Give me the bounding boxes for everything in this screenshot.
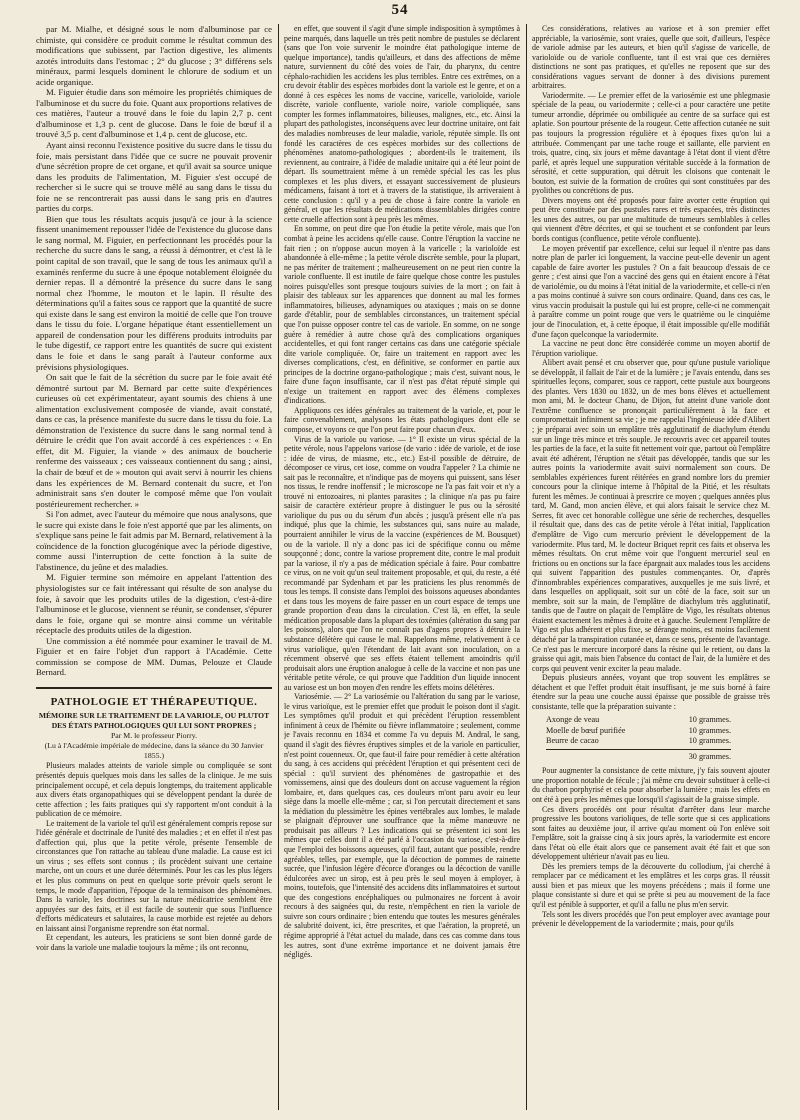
paragraph: M. Figuier étudie dans son mémoire les propriétés chimiques de l'albuminose et du sucre du foie. Quant aux proportions relatives de ces matières, l'auteur a trouvé dans le foie du lapin 2,7 p. cent d'albuminose et 1,3 p. cent de glucose. Dans le foie de bœuf il a trouvé 3,5 p. cent d'albuminose et 1,4 p. cent de glucose, etc.	[36, 87, 272, 140]
paragraph: Le moyen préventif par excellence, celui sur lequel il n'entre pas dans notre plan de parler ici longuement, la vaccine peut-elle devenir un agent capable de faire avorter les pustules ? On a fait beaucoup d'essais de ce genre ; c'est ainsi que l'on a vacciné des gens qui en étaient encore à l'état de variolémie, ou du moins à l'état initial de la variodermite, et celle-ci n'en a pas moins continué à suivre son cours ordinaire. Quand, dans ces cas, le virus vaccin produisait la pustule qui lui est propre, celle-ci ne commençait à paraître comme un point rouge que vers le quatrième ou le cinquième jour de l'inoculation, et, à cette époque, il était impossible qu'elle modifiât d'une façon quelconque la variodermite.	[532, 243, 770, 339]
paragraph: Si l'on admet, avec l'auteur du mémoire que nous analysons, que le sucre qui existe dans le foie n'est apporté que par les aliments, on s'explique sans peine le fait admis par M. Bernard, relativement à la coïncidence de la fonction glucogénique avec la période digestive, comme aussi l'interruption de cette fonction à la suite de l'abstinence, du jeûne et des maladies.	[36, 509, 272, 572]
paragraph: Et cependant, les auteurs, les praticiens se sont bien donné garde de voir dans la variole une maladie toujours la même ; ils ont reconnu,	[36, 933, 272, 952]
recipe-ingredient: Beurre de cacao	[546, 736, 599, 746]
recipe-amount: 10 grammes.	[688, 725, 731, 735]
left-column	[36, 24, 272, 1112]
recipe-ingredient: Axonge de veau	[546, 715, 600, 725]
paragraph: Divers moyens ont été proposés pour faire avorter cette éruption qui peut être constituée par des pustules rares et très espacées, très distinctes les unes des autres, ou par une multitude de tumeurs semblables à celles qui viennent d'être décrites, et qui se touchent et se confondent par leurs bords contigus (confluence, petite vérole confluente).	[532, 195, 770, 244]
paragraph: en effet, que souvent il s'agit d'une simple indisposition à symptômes à peine marqués, dans laquelle un très petit nombre de pustules se déclarent (sans que l'on voie survenir le moindre état pathologique interne de quelque importance), tandis qu'ailleurs, et dans des affections de même nature, surviennent du côté des voies de l'air, du pharynx, du centre céphalo-rachidien les accidens les plus terribles. Entre ces extrêmes, on a cru devoir établir des espèces morbides dont la variole est le genre, et on a donné à ces espèces les noms de vaccine, varicelle, varioloïde, variole discrète, variole confluente, variole noire, variole compliquée, sans compter les formes inflammatoires, bilieuses, malignes, etc., etc. Ainsi la plupart des pathologistes, inconséquens avec leur doctrine unitaire, ont fait des maladies nombreuses de leur maladie, variole, réputée simple. Ils ont fondé les caractères de ces espèces morbides sur des collections de phénomènes anatomo-pathologiques ; abordent-ils le traitement, ils reviennent, au contraire, à l'idée de maladie unitaire qui a été leur point de départ. Ils soumettraient même à un remède spécial les cas les plus complexes et les plus divers, et essayant successivement de plusieurs médicamens, faisant à tort et à travers de la statistique, ils arriveraient à cette conclusion : qu'il y a peu de chose à faire contre la variole en général, et que les résultats de médications dissemblables dirigées contre cette cruelle affection sont à peu près les mêmes.	[284, 24, 520, 224]
recipe-amount: 10 grammes.	[688, 715, 731, 725]
article-title: MÉMOIRE SUR LE TRAITEMENT DE LA VARIOLE, OU PLUTOT DES ÉTATS PATHOLOGIQUES QUI LUI SONT PROPRES ;	[38, 711, 270, 731]
paragraph: Depuis plusieurs années, voyant que trop souvent les emplâtres se détachent et que l'effet produit était insuffisant, je me suis borné à faire étendre sur la peau une couche aussi épaisse que possible de graisse très consistante, telle que la préparation suivante :	[532, 673, 770, 711]
middle-column	[284, 24, 520, 1112]
paragraph: Ayant ainsi reconnu l'existence positive du sucre dans le tissu du foie, mais persistant dans l'idée que ce sucre ne pouvait provenir d'une sécrétion propre de cet organe, et qu'il avait sa source unique dans les produits de l'alimentation, M. Figuier s'est occupé de rechercher si le sucre qui se trouve mêlé au sang dans le tissu du foie ne se rencontrerait pas aussi dans le sang pris en d'autres parties du corps.	[36, 140, 272, 214]
paragraph: M. Figuier termine son mémoire en appelant l'attention des physiologistes sur ce fait intéressant qui résulte de son analyse du foie, à savoir que les produits utiles de la digestion, c'est-à-dire l'albuminose et le glucose, viennent se réunir, se condenser, s'épurer dans le foie, organe qui se montre ainsi comme un véritable réceptacle des produits utiles de la digestion.	[36, 572, 272, 636]
paragraph: par M. Mialhe, et désigné sous le nom d'albuminose par ce chimiste, qui considère ce produit comme le résultat commun des modifications que subissent, par l'action digestive, les aliments azotés introduits dans l'estomac ; 2° du glucose ; 3° différens sels minéraux, parmi lesquels dominent le chlorure de sodium et un acide organique.	[36, 24, 272, 87]
paragraph: Dès les premiers temps de la découverte du collodium, j'ai cherché à remplacer par ce médicament et les emplâtres et les corps gras. Il réussit aussi bien et pas mieux que les moyens précédens ; mais il forme une plaque consistante si dure et qui se prête si peu au mouvement de la face qu'il est pénible à supporter, et qu'il a fallu ne plus m'en servir.	[532, 861, 770, 910]
recipe-amount: 10 grammes.	[688, 736, 731, 746]
paragraph: Pour augmenter la consistance de cette mixture, j'y fais souvent ajouter une proportion notable de fécule ; j'ai même cru devoir substituer à celle-ci du charbon porphyrisé et cela pour absorber la lumière ; mais les effets en ont été à peu près les mêmes que lorsqu'il s'agissait de la graisse simple.	[532, 766, 770, 805]
paragraph: Ces considérations, relatives au variose et à son premier effet appréciable, la variosémie, sont vraies, quelle que soit, d'ailleurs, l'espèce de variole admise par les auteurs, et bien qu'il s'agisse de varicelle, de varioloïde ou de variole confluente, tant il est vrai que ces dernières distinctions ne sont pas pratiques, et qu'elles ne reposent que sur des considérations vagues servant de donner à des divisions purement arbitraires.	[532, 24, 770, 91]
paragraph: Alibert avait pensé et cru observer que, pour qu'une pustule variolique se développât, il fallait de l'air et de la lumière ; je l'avais entendu, dans ses spirituelles leçons, comparer, sous ce rapport, cette pustule aux bourgeons des plantes. Vers 1830 ou 1832, un de mes bons élèves et actuellement mon ami, M. le docteur Chanu, de Dijon, fut atteint d'une variole dont l'extrême confluence se prononçait particulièrement à la face et compromettait infiniment sa vie ; je me rappelai l'ingénieuse idée d'Alibert ; je préparai avec soin un emplâtre très agglutinatif de diachylum étendu sur un linge très mince et très souple. Je recouvris avec cet appareil toutes les parties de la face, et la suite fit nettement voir que, partout où l'emplâtre avait été adhérent, l'éruption ne s'était pas développée, tandis que sur les autres points la variodermite avait suivi normalement son cours. De semblables expériences furent réitérées en grand nombre lors du premier concours pour la clinique interne à l'hôpital de la Pitié, et les résultats furent les mêmes. Je continuai à prescrire ce moyen ; quelques années plus tard, M. Gand, mon ancien élève, et qui alors faisait le service chez M. Serres, fit avec cet honorable collègue une série de recherches, desquelles il résultait que, dans des cas de petite vérole à l'état initial, l'application d'emplâtre de Vigo cum mercurio prévient le développement de la variodermite. Plus tard, M. le docteur Briquet reprit ces faits et observa les mêmes résultats. On crut même voir que l'onguent mercuriel seul en frictions ou en onctions sur la face épargnait aux malades tous les accidens qui suivent l'apparition des pustules commençantes. Or, d'après d'innombrables expériences comparatives, auxquelles je me suis livré, et dans lesquelles on appliquait, soit sur un côté de la face, soit sur un membre, soit sur la main, de l'emplâtre de diachylum très agglutinatif, tandis que de l'autre on plaçait de l'emplâtre de Vigo, les résultats obtenus étaient exactement les mêmes à droite et à gauche. Seulement l'emplâtre de Vigo est plus adhérent et plus fixe, se dérange moins, est moins facilement détaché par la transpiration cutanée et, dans ce sens, présente de l'avantage. Ce n'est pas le mercure incorporé dans la résine qui le retient, ou dans la graisse qui agit, mais bien l'absence du contact de l'air, de la lumière et des corps qui peuvent venir exciter la peau malade.	[532, 358, 770, 673]
recipe-ingredient: Moelle de bœuf purifiée	[546, 725, 626, 735]
paragraph: Plusieurs malades atteints de variole simple ou compliquée se sont présentés depuis quelques mois dans les salles de la clinique. Je me suis principalement occupé, et cela depuis longtemps, du traitement applicable aux divers états organopathiques qui se développent pendant la durée de cette affection ; les faits pratiques qui s'y rapportent m'ont conduit à la publication de ce mémoire.	[36, 761, 272, 819]
column-rule	[526, 24, 527, 1110]
column-rule	[278, 24, 279, 1110]
right-column	[532, 24, 770, 1112]
recipe-row	[546, 715, 731, 726]
paragraph: Tels sont les divers procédés que l'on peut employer avec avantage pour prévenir le développement de la variodermite ; mais, pour qu'ils	[532, 909, 770, 929]
page-number: 54	[391, 2, 409, 18]
recipe-row	[546, 736, 731, 747]
paragraph: En somme, on peut dire que l'on étudie la petite vérole, mais que l'on combat à peine les accidens qu'elle cause. Contre l'éruption la vaccine ne fait rien ; on n'oppose aucun moyen à la varicelle ; la varioloïde est abandonnée à elle-même ; la petite vérole discrète semble, pour la plupart, ne pas mériter de traitement ; malheureusement on ne peut rien contre la variole confluente. Il est inutile de faire quelque chose contre les pustules noires puisqu'elles sont presque toujours suivies de la mort ; on fait à plaisir des tableaux sur les apparences que donnent au mal les formes inflammatoires, bilieuses, adynamiques ou ataxiques ; mais on se donne garde d'établir, pour de semblables circonstances, un traitement spécial que l'on puisse opposer contre tel cas de variole. En somme, on ne songe guère à remédier à autre chose qu'à des complications organiques accidentelles, et qui font ranger certains cas dans une catégorie spéciale dite variole compliquée. Or, faire un traitement en rapport avec les diverses complications, c'est, en définitive, se conformer en partie aux principes de la doctrine organo-pathologique ; mais c'est, suivant nous, le faire d'une façon insuffisante, car il n'est pas d'état réputé simple qui n'exige un traitement en rapport avec des élémens complexes d'indications.	[284, 224, 520, 406]
paragraph: La vaccine ne peut donc être considérée comme un moyen abortif de l'éruption variolique.	[532, 339, 770, 358]
paragraph: Virus de la variole ou variose. — 1° Il existe un virus spécial de la petite vérole, nous l'appelons variose (de vario : idée de variole, et de iose : idée de virus, de miasme, etc., etc.) Est-il possible de détruire, de décomposer ce virus, cet iose, comme on voudra l'appeler ? La chimie ne sait pas le reconnaître, et n'indique pas de moyens qui puissent, sans léser nos tissus, le rendre inoffensif ; le microscope ne l'a pas fait voir et n'y a trouvé ni entozoaires, ni plantes parasites ; la clinique n'a pas pu faire saisir de caractère extérieur propre à distinguer le pus ou la sérosité variolique du pus ou du sérum d'un abcès ; jusqu'à présent elle n'a pas indiqué, plus que la chimie, les substances qui, sans nuire au malade, pourraient annihiler le virus de la vaccine (expériences de M. Bousquet) ou de la variole. Il n'y a donc pas ici de spécifique connu ou même soupçonné ; donc, contre la variose proprement dite, contre le mal produit par la variose, il n'y a pas de médication spéciale à faire. Pour combattre ce virus, on ne voit qu'un seul traitement proposable, et qui, du reste, a été recommandé par Sydenham et par les praticiens les plus renommés de tous les temps. Il consiste dans l'emploi des boissons aqueuses abondantes et dans tous les moyens de faire passer en un court espace de temps une grande proportion d'eau dans la circulation. C'est là, en effet, la seule médication proposable dans la plupart des toxémies (altération du sang par les poisons), alors que l'on ne connaît pas d'agens propres à détruire la substance délétère qui cause le mal. Rappelons même, relativement à ce virus variolique, qu'en l'étendant de lait avant son inoculation, on a récemment observé que ses effets étaient tellement amoindris qu'il produisait alors une éruption analogue à celle de la vaccine et non pas une véritable petite vérole, ce qui prouve que l'addition d'un liquide innocent au variose est un bon moyen d'en rendre les effets moins délétères.	[284, 434, 520, 692]
paragraph: Le traitement de la variole tel qu'il est généralement compris repose sur l'idée générale et doctrinale de l'unité des maladies ; et en effet il n'est pas d'affection qui, plus que la petite vérole, présente l'ensemble de circonstances que l'on rattache au tableau d'une maladie. La cause est ici un virus ; ses effets sont connus ; ils procèdent suivant une certaine marche, ont un cours et une durée déterminés. Pour les cas les plus légers et les plus communs on peut en quelque sorte prévoir quels seront le temps, le mode d'apparition, l'époque de la terminaison des phénomènes. Dans la variole, les doctrines sur la nature médicatrice semblent être appuyées sur des faits, et il est facile de soutenir que sous l'influence d'efforts médicateurs et salutaires, la cause morbide est rejetée au dehors en laissant ainsi l'organisme reprendre son état normal.	[36, 818, 272, 933]
paragraph: Une commission a été nommée pour examiner le travail de M. Figuier et en faire l'objet d'un rapport à l'Académie. Cette commission se compose de MM. Dumas, Pelouze et Claude Bernard.	[36, 635, 272, 678]
paragraph: Appliquons ces idées générales au traitement de la variole, et, pour le faire convenablement, analysons les états pathologiques dont elle se compose, et voyons ce que l'on peut faire pour chacun d'eux.	[284, 405, 520, 434]
article-note: (Lu à l'Académie impériale de médecine, dans la séance du 30 Janvier 1855.)	[44, 741, 264, 761]
article-byline: Par M. le professeur Piorry.	[110, 731, 198, 741]
recipe-total: 30 grammes.	[546, 749, 731, 763]
paragraph: Bien que tous les résultats acquis jusqu'à ce jour à la science fissent unanimement repousser l'idée de l'existence du glucose dans le sang normal, M. Figuier, en perfectionnant les procédés pour la recherche du sucre dans le sang, a réussi à démontrer, et c'est là le point capital de son travail, que le sang de tous les animaux qu'il a examinés renferme du sucre à une époque notablement éloignée du dernier repas. Il a démontré la présence du sucre dans le sang normal chez l'homme, le mouton et le lapin. Il résulte des déterminations qu'il a faites sous ce rapport que la quantité de sucre qui existe dans le sang est environ la moitié de celle que l'on trouve dans le tissu du foie. L'organe hépatique étant essentiellement un appareil de condensation pour les différens produits introduits par le tube digestif, ce rapport entre les quantités de sucre qui existent dans le foie et dans le sang paraît à l'auteur conforme aux prévisions physiologiques.	[36, 213, 272, 372]
paragraph: On sait que le fait de la sécrétion du sucre par le foie avait été démontré surtout par M. Bernard par cette suite d'expériences curieuses où cet expérimentateur, ayant soumis des chiens à une alimentation exclusivement composée de viande, avait constaté, dans ce cas, la présence manifeste du sucre dans le tissu du foie. La démonstration de l'existence du sucre dans le sang normal tend à détruire le crédit que l'on avait accordé à ces expériences : « En effet, dit M. Figuier, la viande » des animaux de boucherie renferme des vaisseaux ; ces vaisseaux contiennent du sang ; ainsi, la chair de bœuf et de » mouton qui avait servi à nourrir les chiens dans les expériences de M. Bernard contenait du sucre, et l'on administrait sans s'en douter le composé même que l'on voulait postérieurement rechercher. »	[36, 372, 272, 509]
section-heading: PATHOLOGIE ET THÉRAPEUTIQUE.	[36, 687, 272, 708]
recipe-row	[546, 726, 731, 737]
paragraph: Ces divers procédés ont pour résultat d'arrêter dans leur marche progressive les boutons varioliques, de telle sorte que si ces applications sont faites au deuxième jour, il arrive qu'au moment où l'on enlève soit l'emplâtre, soit la graisse cinq à six jours après, la variodermite est encore dans l'état où elle était alors que ce pansement avait été fait et que son développement ultérieur n'avait pas eu lieu.	[532, 804, 770, 862]
article-body	[36, 761, 272, 952]
paragraph: Variodermite. — Le premier effet de la variosémie est une phlegmasie spéciale de la peau, ou variodermite ; celle-ci a pour caractère une petite tumeur arrondie, déprimée ou ombiliquée au centre de sa surface qui est aplatie. Son pourtour présente de la rougeur. Cette affection cutanée ne suit pas toujours la progression régulière et à époques fixes qu'on lui a attribuée. Commençant par une tache rouge et saillante, elle parvient en trois, quatre, cinq, six jours et même davantage à l'état dont il vient d'être parlé, et après lequel une suppuration véritable succède à la formation de sérosité, et cette suppuration, qui détruit les cloisons que contenait le bouton, est suivie de la formation de croûtes qui sont constituées par des pyolithes ou concrétions de pus.	[532, 90, 770, 196]
paragraph: Variosémie. — 2° La variosémie ou l'altération du sang par le variose, le virus varioïque, est le premier effet que produit le poison dont il s'agit. Les symptômes qu'il produit et qui précèdent l'éruption ressemblent infiniment à ceux de l'hémite ou fièvre inflammatoire ; seulement, comme je l'avais reconnu en 1834 et comme l'a vu depuis M. Andral, le sang, quand il s'agit des fièvres éruptives simples et de la variole en particulier, n'est point couenneux. Or, que faut-il faire pour remédier à cette altération du sang, à ces accidens qui précèdent l'éruption et qui présentent ceci de spécial : qu'il survient des phénomènes de gastropathie et des vomissemens, ainsi que des douleurs dont on accuse vaguement la région lombaire, et, dans quelques cas, ces douleurs m'ont paru avoir eu leur siège dans la moelle elle-même ; car, si l'on percutait directement et sans la médiation du plessimètre les épines vertébrales aux lombes, le malade se plaignait d'éprouver une souffrance que la même manœuvre ne produisait pas ailleurs ? Les indications qui se présentent ici sont les mêmes que celles dont il a été parlé à l'occasion du variose, c'est-à-dire que l'emploi des boissons aqueuses, qu'il faut, autant que possible, rendre agréables, telles, par exemple, que la décoction de pommes de rainette sucrée, que l'infusion légère d'écorce d'oranges ou la décoction de vanille édulcorées avec un sirop, est à peu près le seul moyen à employer, à moins, toutefois, que l'intensité des accidens dits inflammatoires et surtout que des congestions encéphaliques ou pulmonaires ne forcent à avoir recours à des saignées qui, du reste, n'empêchent en rien la variole de suivre son cours ordinaire ; bien entendu que toutes les mesures générales de salubrité doivent, ici, être prescrites, et que l'aération, la propreté, un régime approprié à l'état actuel du malade, dans ces cas comme dans tous les autres, sont d'une extrême importance et ne doivent jamais être négligés.	[284, 692, 520, 960]
recipe-table	[546, 715, 770, 762]
